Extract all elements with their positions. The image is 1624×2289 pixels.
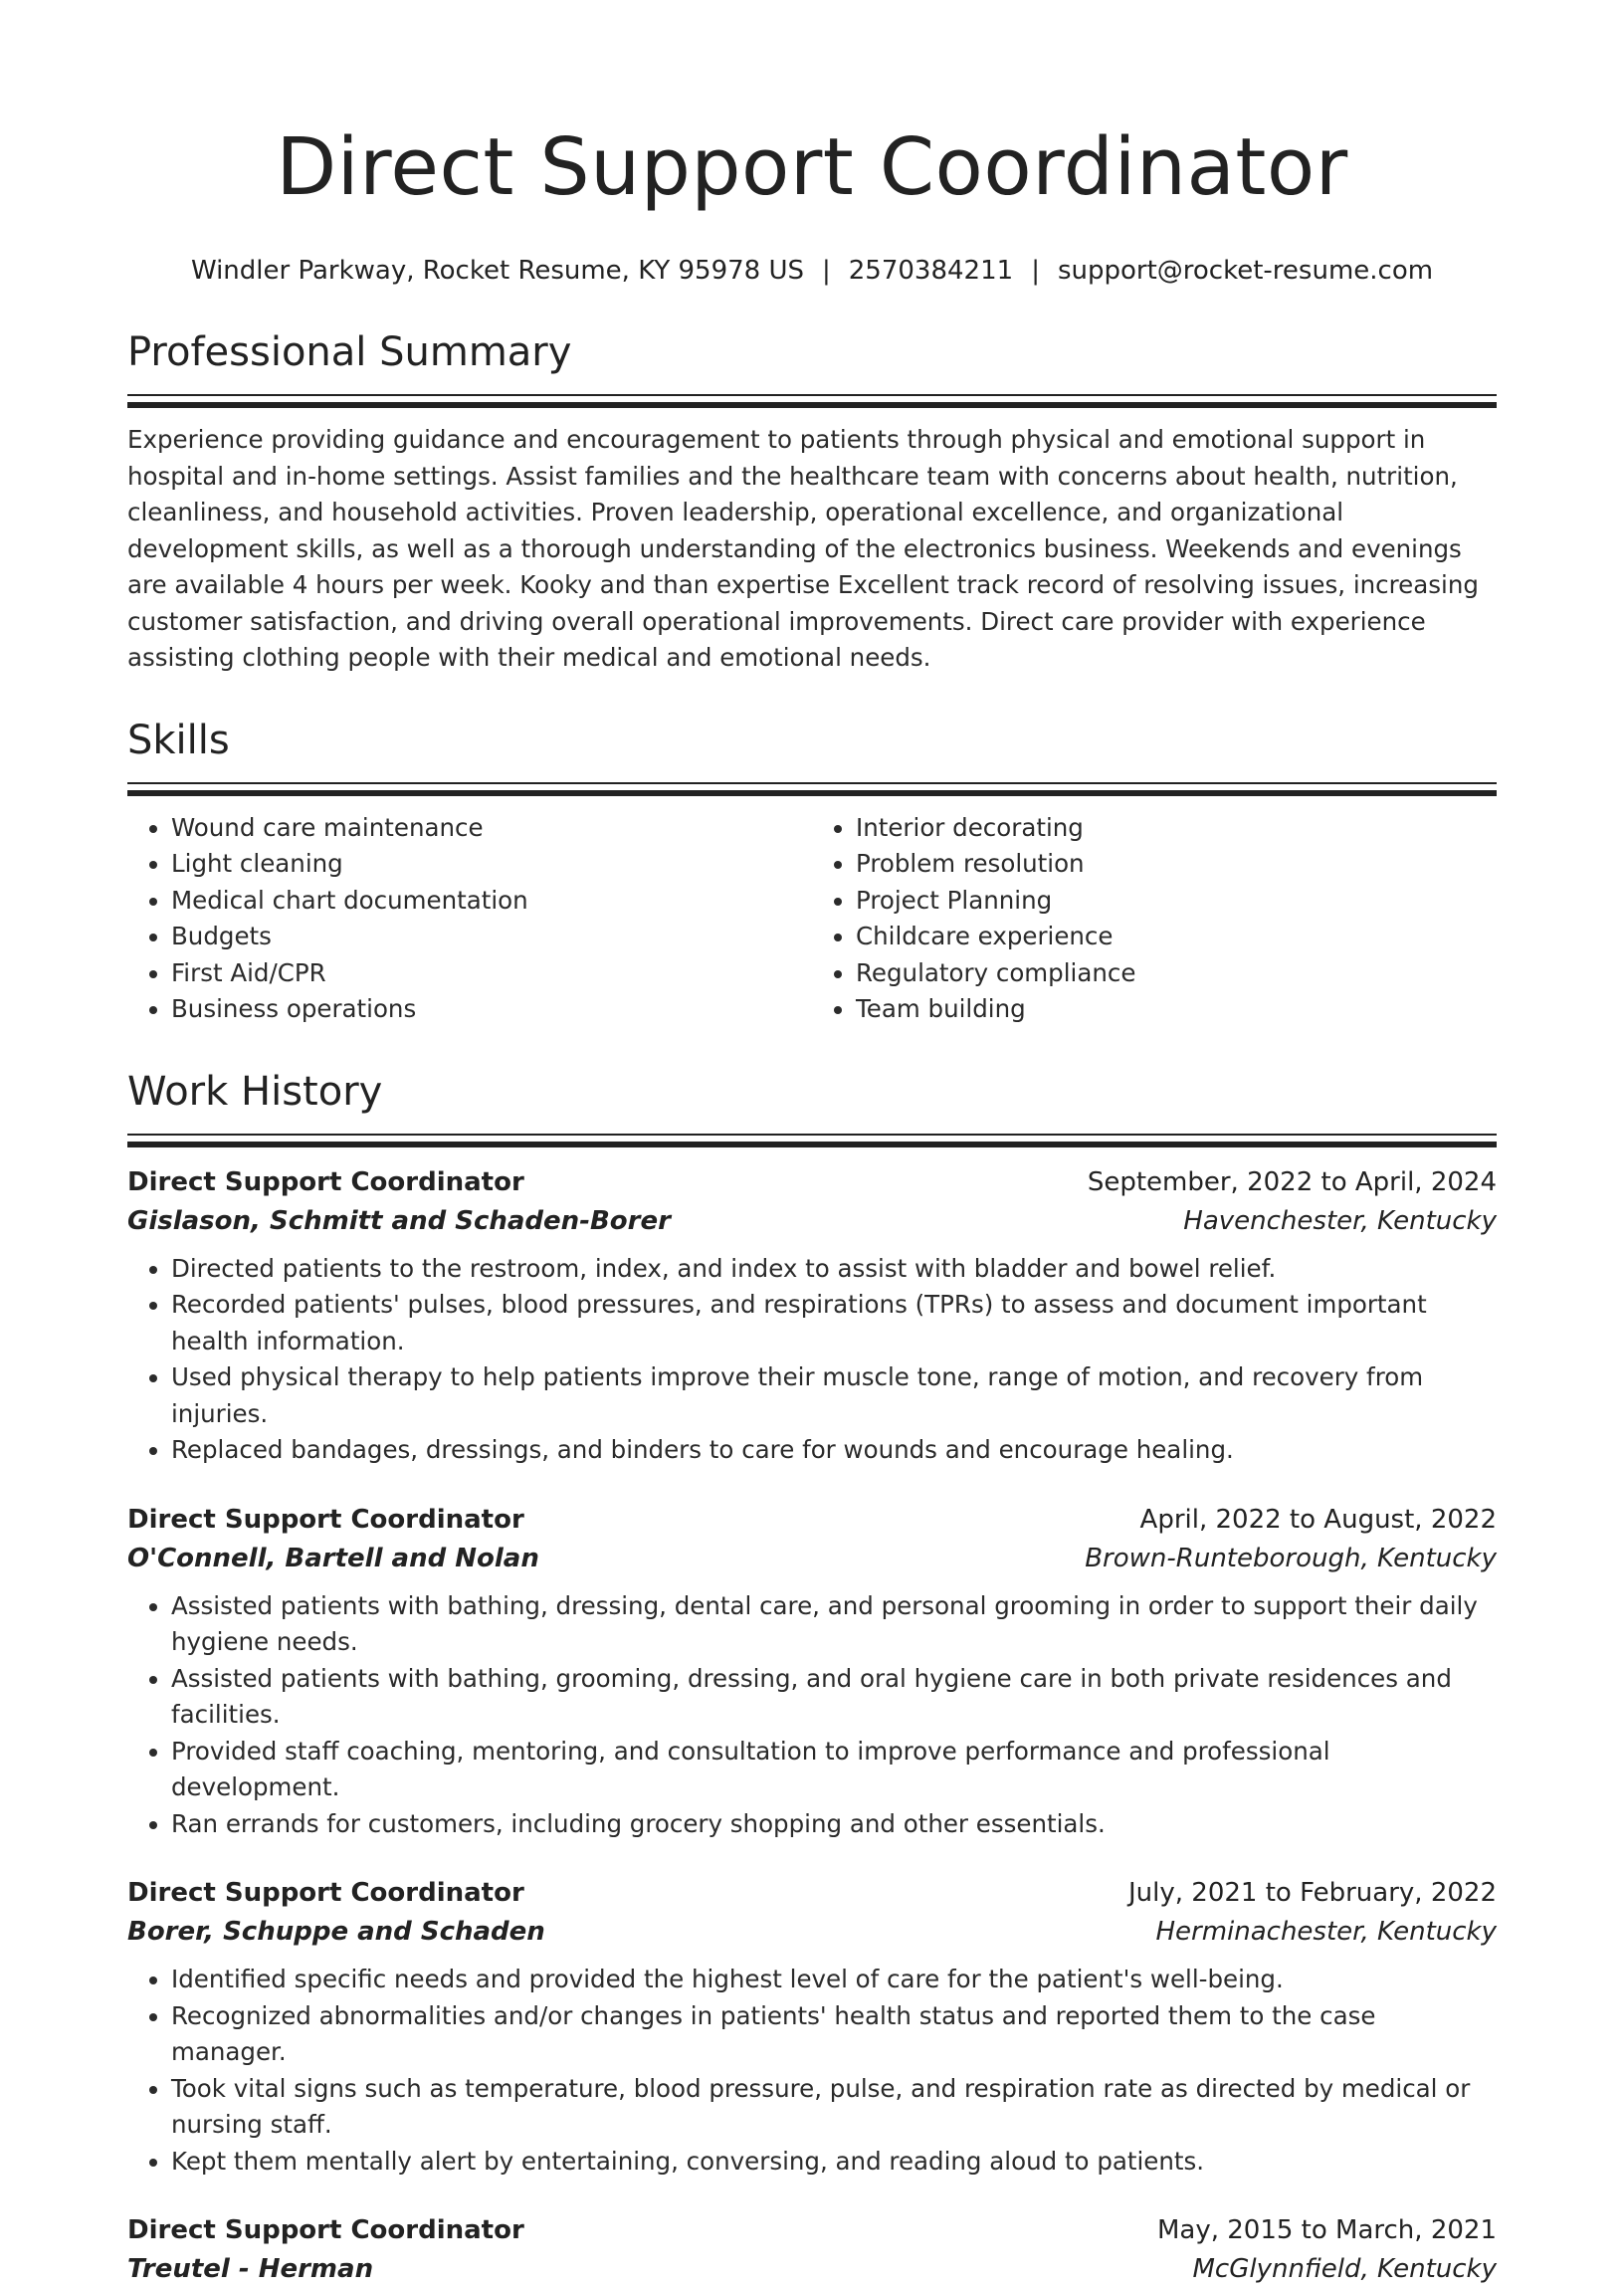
- job-title: Direct Support Coordinator: [127, 2211, 524, 2250]
- job-duty: • Used physical therapy to help patients improve their muscle tone, range of motion, and recovery from injuries.: [171, 1359, 1497, 1432]
- job-company: Treutel - Herman: [127, 2250, 373, 2289]
- resume-name: Direct Support Coordinator: [127, 0, 1497, 217]
- contact-address: Windler Parkway, Rocket Resume, KY 95978 US: [191, 256, 804, 286]
- skill-item: • Project Planning: [856, 883, 1497, 920]
- contact-phone: 2570384211: [849, 256, 1013, 286]
- professional-summary-section: [127, 326, 1497, 677]
- job-duty: • Directed patients to the restroom, index, and index to assist with bladder and bowel relief.: [171, 1251, 1497, 1288]
- job-header-row: [127, 1501, 1497, 1540]
- job-company: O'Connell, Bartell and Nolan: [127, 1540, 539, 1578]
- job-entry: [127, 2211, 1497, 2289]
- contact-separator: |: [1013, 253, 1058, 289]
- section-divider: [127, 1134, 1497, 1147]
- job-dates: May, 2015 to March, 2021: [1157, 2211, 1497, 2250]
- job-location: McGlynnfield, Kentucky: [1193, 2250, 1498, 2289]
- job-employer-row: [127, 2250, 1497, 2289]
- skill-item: • Business operations: [171, 991, 812, 1028]
- job-duty: • Assisted patients with bathing, dressing, dental care, and personal grooming in order to support their daily hygiene needs.: [171, 1588, 1497, 1661]
- job-location: Brown-Runteborough, Kentucky: [1085, 1540, 1497, 1578]
- job-entry: [127, 1874, 1497, 2180]
- job-header-row: [127, 2211, 1497, 2250]
- skill-item: • Light cleaning: [171, 846, 812, 883]
- skills-section: [127, 715, 1497, 1028]
- job-duties-list: [127, 1251, 1497, 1469]
- skills-list-left: [127, 810, 812, 1028]
- skill-item: • Problem resolution: [856, 846, 1497, 883]
- section-title-summary: Professional Summary: [127, 326, 1497, 378]
- skills-columns: [127, 810, 1497, 1028]
- skill-item: • Regulatory compliance: [856, 955, 1497, 992]
- job-header-row: [127, 1874, 1497, 1913]
- job-header-row: [127, 1163, 1497, 1202]
- work-history-section: [127, 1066, 1497, 2289]
- job-duty: • Kept them mentally alert by entertaining, conversing, and reading aloud to patients.: [171, 2144, 1497, 2181]
- job-title: Direct Support Coordinator: [127, 1163, 524, 1202]
- skill-item: • Wound care maintenance: [171, 810, 812, 847]
- job-duty: • Identified specific needs and provided the highest level of care for the patient's well-being.: [171, 1962, 1497, 1998]
- job-duty: • Recognized abnormalities and/or changes in patients' health status and reported them to the case manager.: [171, 1998, 1497, 2071]
- skills-list-right: [812, 810, 1497, 1028]
- job-dates: April, 2022 to August, 2022: [1140, 1501, 1497, 1540]
- job-employer-row: [127, 1913, 1497, 1952]
- contact-line: [127, 253, 1497, 289]
- job-duty: • Recorded patients' pulses, blood pressures, and respirations (TPRs) to assess and document important health information.: [171, 1287, 1497, 1359]
- contact-email: support@rocket-resume.com: [1058, 256, 1433, 286]
- job-title: Direct Support Coordinator: [127, 1501, 524, 1540]
- summary-text: Experience providing guidance and encouragement to patients through physical and emotional support in hospital and in-home settings. Assist families and the healthcare team with concerns about health, nutrition, cleanliness, and household activities. Proven leadership, operational excellence, and organizational development skills, as well as a thorough understanding of the electronics business. Weekends and evenings are available 4 hours per week. Kooky and than expertise Excellent track record of resolving issues, increasing customer satisfaction, and driving overall operational improvements. Direct care provider with experience assisting clothing people with their medical and emotional needs.: [127, 422, 1497, 677]
- job-duty: • Provided staff coaching, mentoring, and consultation to improve performance and professional development.: [171, 1734, 1497, 1806]
- job-dates: September, 2022 to April, 2024: [1088, 1163, 1497, 1202]
- section-divider: [127, 394, 1497, 408]
- job-company: Gislason, Schmitt and Schaden-Borer: [127, 1202, 671, 1241]
- skill-item: • First Aid/CPR: [171, 955, 812, 992]
- job-company: Borer, Schuppe and Schaden: [127, 1913, 545, 1952]
- skill-item: • Budgets: [171, 919, 812, 955]
- section-title-work-history: Work History: [127, 1066, 1497, 1118]
- skill-item: • Interior decorating: [856, 810, 1497, 847]
- skill-item: • Childcare experience: [856, 919, 1497, 955]
- job-employer-row: [127, 1202, 1497, 1241]
- job-dates: July, 2021 to February, 2022: [1128, 1874, 1497, 1913]
- section-divider: [127, 782, 1497, 796]
- job-duty: • Took vital signs such as temperature, blood pressure, pulse, and respiration rate as directed by medical or nursing staff.: [171, 2071, 1497, 2144]
- skill-item: • Team building: [856, 991, 1497, 1028]
- job-duty: • Assisted patients with bathing, grooming, dressing, and oral hygiene care in both private residences and facilities.: [171, 1661, 1497, 1734]
- job-location: Herminachester, Kentucky: [1155, 1913, 1497, 1952]
- job-location: Havenchester, Kentucky: [1183, 1202, 1497, 1241]
- contact-separator: |: [804, 253, 849, 289]
- job-employer-row: [127, 1540, 1497, 1578]
- job-entry: [127, 1501, 1497, 1843]
- job-duty: • Replaced bandages, dressings, and binders to care for wounds and encourage healing.: [171, 1432, 1497, 1469]
- job-duties-list: [127, 1588, 1497, 1843]
- job-title: Direct Support Coordinator: [127, 1874, 524, 1913]
- job-duty: • Ran errands for customers, including grocery shopping and other essentials.: [171, 1806, 1497, 1843]
- job-duties-list: [127, 1962, 1497, 2180]
- job-entry: [127, 1163, 1497, 1469]
- skill-item: • Medical chart documentation: [171, 883, 812, 920]
- section-title-skills: Skills: [127, 715, 1497, 766]
